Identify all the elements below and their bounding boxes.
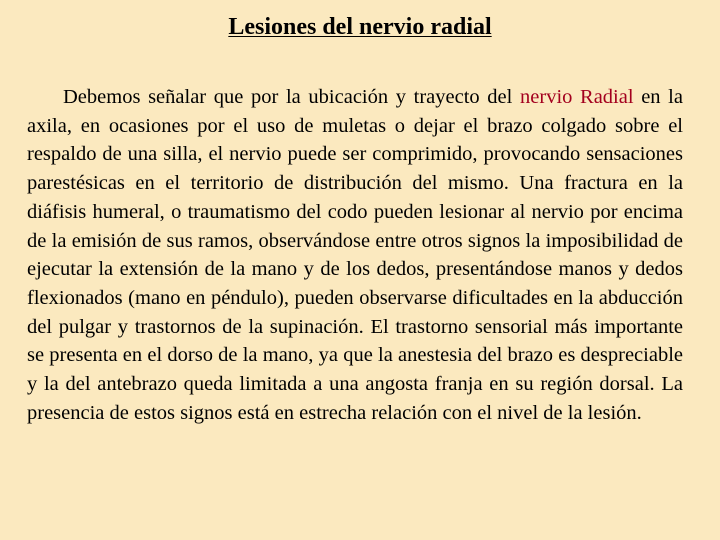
slide-title	[0, 12, 720, 42]
highlight-nervio-radial: nervio Radial	[520, 86, 634, 108]
slide-title-text: Lesiones del nervio radial	[228, 14, 492, 40]
paragraph-part-2: en la axila, en ocasiones por el uso de muletas o dejar el brazo colgado sobre el respaldo de una silla, el nervio puede ser comprimido, provocando sensaciones parestésicas en el territorio de distribución del mismo. Una fractura en la diáfisis humeral, o traumatismo del codo pueden lesionar al nervio por encima de la emisión de sus ramos, observándose entre otros signos la imposibilidad de ejecutar la extensión de la mano y de los dedos, presentándose manos y dedos flexionados (mano en péndulo), pueden observarse dificultades en la abducción del pulgar y trastornos de la supinación. El trastorno sensorial más importante se presenta en el dorso de la mano, ya que la anestesia del brazo es despreciable y la del antebrazo queda limitada a una angosta franja en su región dorsal. La presencia de estos signos está en estrecha relación con el nivel de la lesión.	[27, 86, 683, 424]
body-paragraph	[27, 83, 683, 427]
paragraph-part-1: Debemos señalar que por la ubicación y trayecto del	[63, 86, 521, 108]
